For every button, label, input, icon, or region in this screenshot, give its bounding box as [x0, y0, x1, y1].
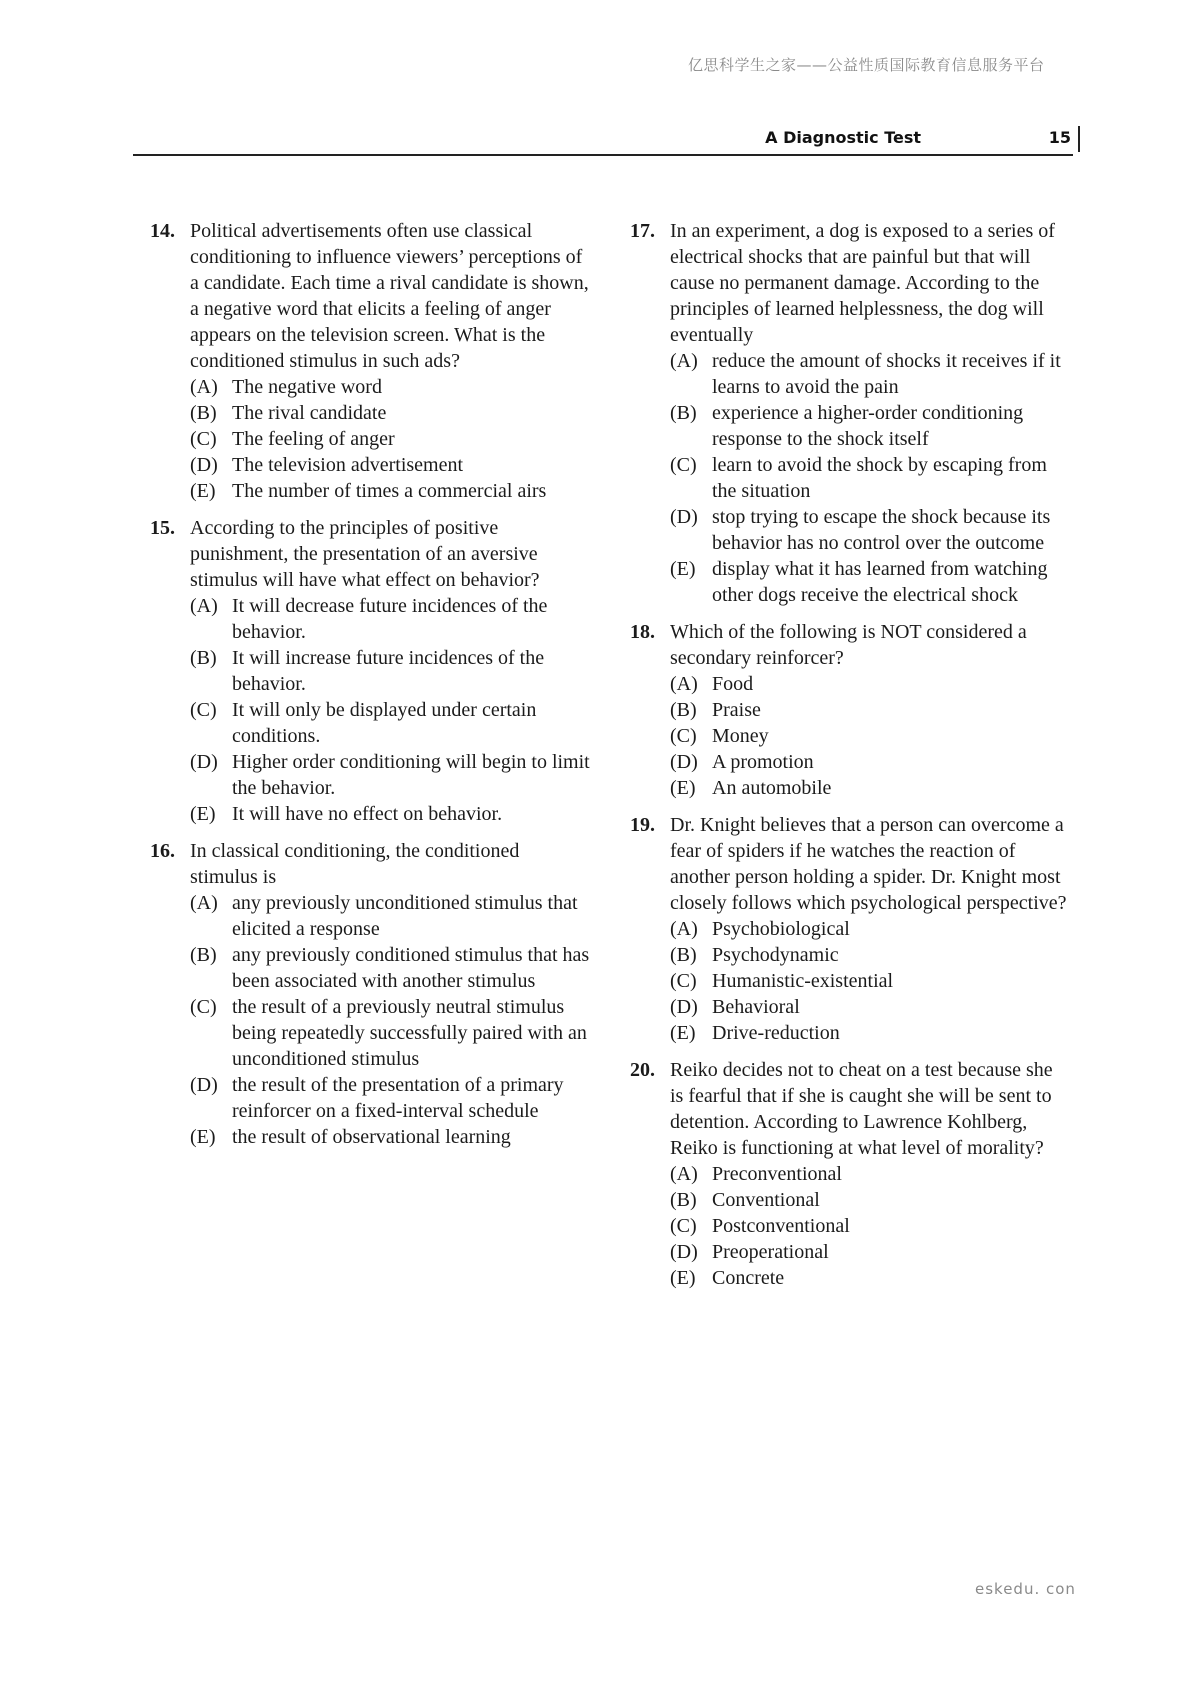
- answer-option: [670, 556, 1070, 608]
- option-letter: (C): [670, 454, 697, 476]
- option-text: The rival candidate: [232, 402, 387, 424]
- option-letter: (D): [190, 751, 218, 773]
- option-letter: (A): [190, 376, 218, 398]
- right-column: [630, 218, 1070, 1302]
- option-text: Conventional: [712, 1189, 820, 1211]
- answer-option: [190, 890, 590, 942]
- question-stem: [630, 218, 1070, 348]
- running-head-divider: [1078, 126, 1080, 152]
- watermark-bottom: eskedu. con: [975, 1580, 1076, 1598]
- option-letter: (B): [190, 944, 217, 966]
- question-text: Political advertisements often use classical conditioning to influence viewers’ perceptions of a candidate. Each time a rival candidate is shown, a negative word that elicits a feeling of anger appears on the television screen. What is the conditioned stimulus in such ads?: [190, 220, 589, 372]
- option-letter: (C): [190, 428, 217, 450]
- option-text: Preoperational: [712, 1241, 829, 1263]
- question-text: In an experiment, a dog is exposed to a series of electrical shocks that are painful but that will cause no permanent damage. According to the principles of learned helplessness, the dog will eventually: [670, 220, 1055, 346]
- question-number: 19.: [630, 814, 655, 836]
- option-text: It will decrease future incidences of the behavior.: [232, 595, 548, 643]
- answer-option: [670, 775, 1070, 801]
- question-item: [150, 515, 590, 827]
- question-stem: [630, 1057, 1070, 1161]
- option-text: Preconventional: [712, 1163, 842, 1185]
- answer-option: [190, 593, 590, 645]
- option-text: The negative word: [232, 376, 382, 398]
- answer-option: [670, 1020, 1070, 1046]
- answer-option: [670, 1239, 1070, 1265]
- answer-option: [190, 801, 590, 827]
- option-letter: (C): [670, 725, 697, 747]
- option-letter: (A): [670, 350, 698, 372]
- question-stem: [150, 218, 590, 374]
- option-text: learn to avoid the shock by escaping from the situation: [712, 454, 1047, 502]
- option-letter: (C): [190, 699, 217, 721]
- option-letter: (D): [190, 454, 218, 476]
- option-text: An automobile: [712, 777, 832, 799]
- answer-options: [630, 1161, 1070, 1291]
- answer-options: [630, 348, 1070, 608]
- question-text: In classical conditioning, the conditioned stimulus is: [190, 840, 520, 888]
- watermark-top: 亿思科学生之家——公益性质国际教育信息服务平台: [688, 56, 1045, 74]
- option-text: reduce the amount of shocks it receives if it learns to avoid the pain: [712, 350, 1061, 398]
- answer-option: [190, 645, 590, 697]
- option-letter: (B): [670, 1189, 697, 1211]
- question-text: Dr. Knight believes that a person can overcome a fear of spiders if he watches the reaction of another person holding a spider. Dr. Knight most closely follows which psychological perspective?: [670, 814, 1067, 914]
- question-number: 18.: [630, 621, 655, 643]
- question-item: [630, 812, 1070, 1046]
- question-item: [630, 1057, 1070, 1291]
- option-letter: (D): [670, 506, 698, 528]
- option-text: A promotion: [712, 751, 814, 773]
- page-number: 15: [1048, 128, 1071, 147]
- option-letter: (B): [190, 647, 217, 669]
- option-text: display what it has learned from watching other dogs receive the electrical shock: [712, 558, 1048, 606]
- answer-option: [670, 994, 1070, 1020]
- answer-option: [670, 1161, 1070, 1187]
- question-number: 17.: [630, 220, 655, 242]
- answer-option: [190, 426, 590, 452]
- option-text: any previously unconditioned stimulus that elicited a response: [232, 892, 578, 940]
- answer-option: [670, 400, 1070, 452]
- answer-option: [190, 942, 590, 994]
- option-text: It will increase future incidences of the behavior.: [232, 647, 545, 695]
- question-item: [630, 619, 1070, 801]
- option-letter: (B): [670, 944, 697, 966]
- option-text: Behavioral: [712, 996, 800, 1018]
- answer-options: [630, 916, 1070, 1046]
- question-number: 14.: [150, 220, 175, 242]
- answer-option: [670, 1213, 1070, 1239]
- option-letter: (E): [670, 558, 696, 580]
- question-stem: [630, 619, 1070, 671]
- answer-option: [670, 723, 1070, 749]
- option-text: It will only be displayed under certain conditions.: [232, 699, 537, 747]
- option-letter: (E): [190, 480, 216, 502]
- option-letter: (D): [670, 1241, 698, 1263]
- option-letter: (A): [670, 673, 698, 695]
- option-text: the result of the presentation of a primary reinforcer on a fixed-interval schedule: [232, 1074, 564, 1122]
- option-text: experience a higher-order conditioning response to the shock itself: [712, 402, 1024, 450]
- option-letter: (A): [190, 595, 218, 617]
- option-text: The feeling of anger: [232, 428, 395, 450]
- answer-option: [190, 374, 590, 400]
- option-letter: (C): [670, 1215, 697, 1237]
- running-head-title: A Diagnostic Test: [765, 128, 921, 147]
- option-text: the result of a previously neutral stimulus being repeatedly successfully paired with an unconditioned stimulus: [232, 996, 587, 1070]
- option-text: Postconventional: [712, 1215, 850, 1237]
- option-letter: (D): [190, 1074, 218, 1096]
- answer-option: [190, 478, 590, 504]
- option-text: Psychobiological: [712, 918, 850, 940]
- answer-option: [670, 968, 1070, 994]
- option-letter: (A): [670, 918, 698, 940]
- option-text: Drive-reduction: [712, 1022, 840, 1044]
- option-letter: (D): [670, 751, 698, 773]
- answer-option: [190, 400, 590, 426]
- option-text: Psychodynamic: [712, 944, 839, 966]
- answer-option: [670, 671, 1070, 697]
- option-text: Praise: [712, 699, 761, 721]
- option-text: stop trying to escape the shock because its behavior has no control over the outcome: [712, 506, 1051, 554]
- question-text: Reiko decides not to cheat on a test because she is fearful that if she is caught she will be sent to detention. According to Lawrence Kohlberg, Reiko is functioning at what level of morality?: [670, 1059, 1053, 1159]
- option-text: any previously conditioned stimulus that has been associated with another stimulus: [232, 944, 590, 992]
- option-letter: (E): [190, 803, 216, 825]
- answer-option: [190, 1124, 590, 1150]
- question-stem: [150, 838, 590, 890]
- answer-option: [670, 1265, 1070, 1291]
- question-item: [630, 218, 1070, 608]
- option-letter: (C): [190, 996, 217, 1018]
- option-letter: (E): [670, 1267, 696, 1289]
- answer-option: [670, 942, 1070, 968]
- option-letter: (A): [190, 892, 218, 914]
- question-stem: [150, 515, 590, 593]
- option-text: It will have no effect on behavior.: [232, 803, 503, 825]
- option-text: Money: [712, 725, 769, 747]
- question-stem: [630, 812, 1070, 916]
- question-text: Which of the following is NOT considered a secondary reinforcer?: [670, 621, 1027, 669]
- answer-option: [670, 504, 1070, 556]
- option-text: Food: [712, 673, 754, 695]
- option-letter: (B): [670, 402, 697, 424]
- question-item: [150, 218, 590, 504]
- option-text: The television advertisement: [232, 454, 464, 476]
- answer-option: [670, 348, 1070, 400]
- answer-options: [150, 374, 590, 504]
- option-letter: (B): [190, 402, 217, 424]
- answer-option: [190, 1072, 590, 1124]
- option-text: Concrete: [712, 1267, 785, 1289]
- question-number: 20.: [630, 1059, 655, 1081]
- option-text: Humanistic-existential: [712, 970, 894, 992]
- answer-option: [190, 994, 590, 1072]
- option-text: The number of times a commercial airs: [232, 480, 547, 502]
- option-text: the result of observational learning: [232, 1126, 511, 1148]
- option-letter: (A): [670, 1163, 698, 1185]
- question-item: [150, 838, 590, 1150]
- answer-option: [670, 916, 1070, 942]
- option-letter: (C): [670, 970, 697, 992]
- left-column: [150, 218, 590, 1161]
- answer-option: [670, 1187, 1070, 1213]
- answer-option: [190, 697, 590, 749]
- answer-option: [670, 697, 1070, 723]
- answer-option: [670, 749, 1070, 775]
- option-letter: (B): [670, 699, 697, 721]
- running-head: [133, 126, 1073, 156]
- question-number: 16.: [150, 840, 175, 862]
- option-text: Higher order conditioning will begin to limit the behavior.: [232, 751, 590, 799]
- question-text: According to the principles of positive punishment, the presentation of an aversive stimulus will have what effect on behavior?: [190, 517, 540, 591]
- answer-option: [190, 452, 590, 478]
- question-number: 15.: [150, 517, 175, 539]
- answer-option: [190, 749, 590, 801]
- answer-options: [150, 593, 590, 827]
- answer-options: [630, 671, 1070, 801]
- option-letter: (E): [670, 777, 696, 799]
- answer-options: [150, 890, 590, 1150]
- option-letter: (E): [670, 1022, 696, 1044]
- option-letter: (D): [670, 996, 698, 1018]
- option-letter: (E): [190, 1126, 216, 1148]
- answer-option: [670, 452, 1070, 504]
